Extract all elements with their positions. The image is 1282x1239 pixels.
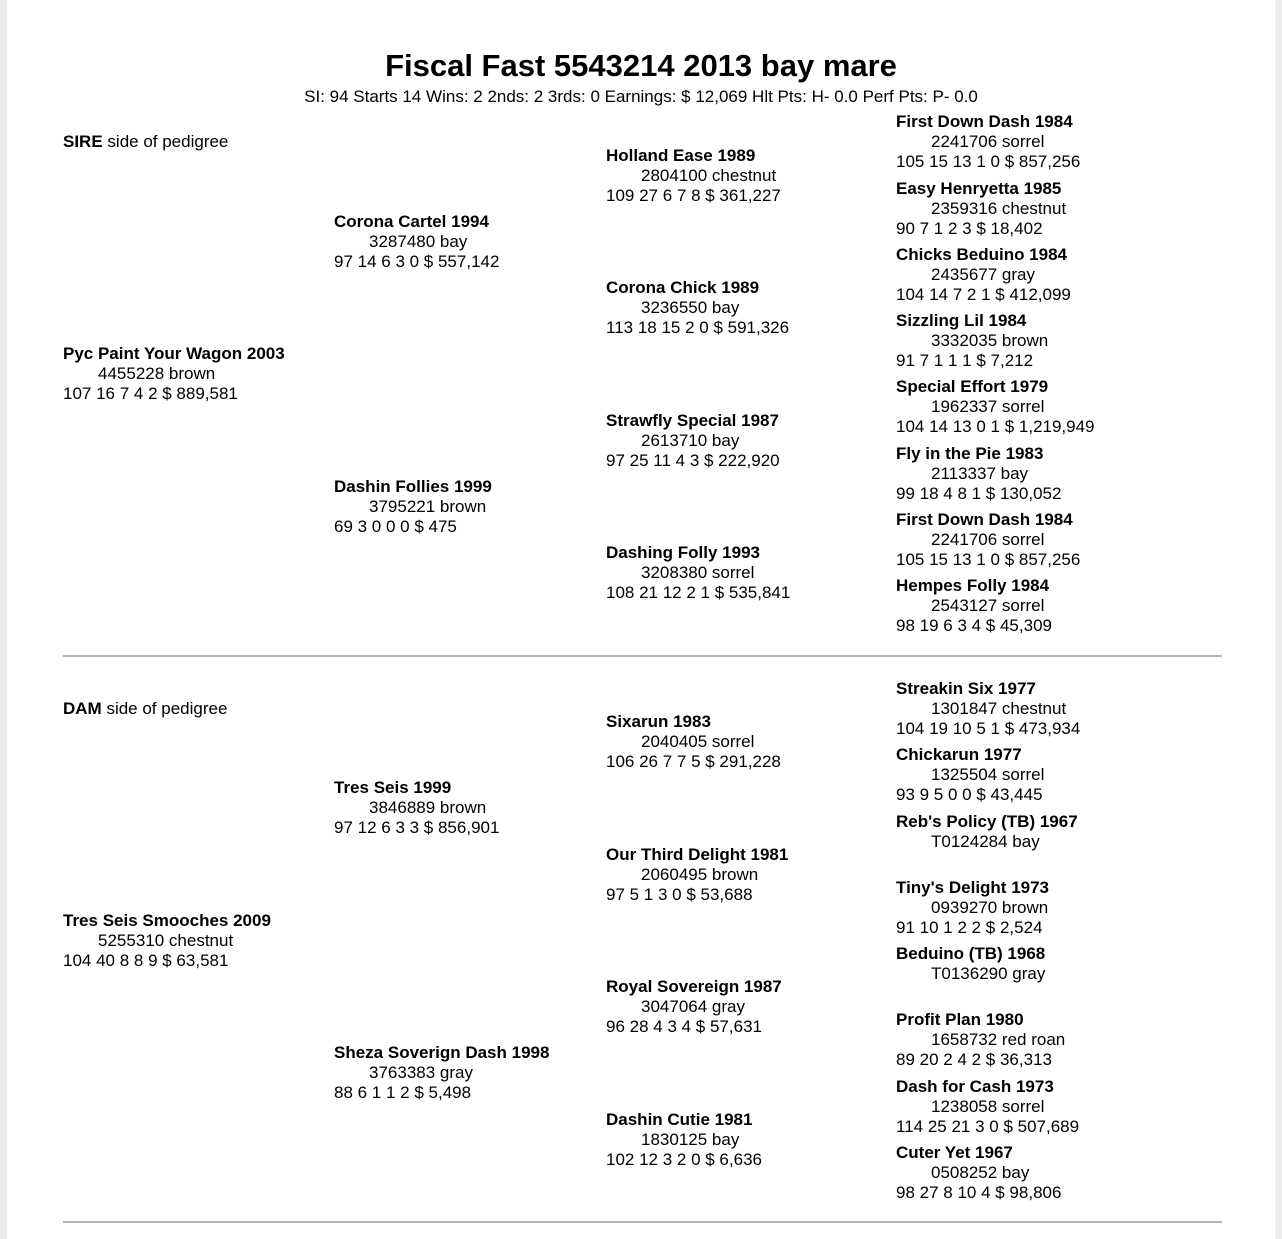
horse-name: Beduino (TB) 1968 xyxy=(896,944,1046,963)
horse-name: Dashin Follies 1999 xyxy=(334,477,492,496)
horse-name: Easy Henryetta 1985 xyxy=(896,179,1062,198)
horse-record: 90 7 1 2 3 $ 18,402 xyxy=(896,219,1043,238)
horse-registration: 3047064 gray xyxy=(641,997,745,1016)
horse-name: First Down Dash 1984 xyxy=(896,112,1073,131)
horse-record: 88 6 1 1 2 $ 5,498 xyxy=(334,1083,472,1102)
horse-record: 98 27 8 10 4 $ 98,806 xyxy=(896,1183,1062,1202)
horse-registration: 2435677 gray xyxy=(931,265,1035,284)
pedigree-gen4-2 xyxy=(896,179,1066,239)
horse-record: 99 18 4 8 1 $ 130,052 xyxy=(896,484,1062,503)
horse-name: Dashin Cutie 1981 xyxy=(606,1110,753,1129)
horse-name: Dashing Folly 1993 xyxy=(606,543,760,562)
horse-registration: 5255310 chestnut xyxy=(98,931,234,950)
horse-registration: 0939270 brown xyxy=(931,898,1049,917)
horse-record: 104 14 7 2 1 $ 412,099 xyxy=(896,285,1071,304)
horse-name: Chicks Beduino 1984 xyxy=(896,245,1068,264)
pedigree-sire-sire xyxy=(334,212,499,272)
horse-registration: 0508252 bay xyxy=(931,1163,1030,1182)
page-title: Fiscal Fast 5543214 2013 bay mare xyxy=(385,48,897,83)
horse-name: Special Effort 1979 xyxy=(896,377,1049,396)
horse-name: Sheza Soverign Dash 1998 xyxy=(334,1043,550,1062)
pedigree-gen4-16 xyxy=(896,1143,1061,1203)
horse-registration: 3287480 bay xyxy=(369,232,468,251)
pedigree-gen4-15 xyxy=(896,1077,1079,1137)
horse-name: Tres Seis Smooches 2009 xyxy=(63,911,271,930)
horse-name: First Down Dash 1984 xyxy=(896,510,1073,529)
horse-record: 104 19 10 5 1 $ 473,934 xyxy=(896,719,1081,738)
horse-name: Reb's Policy (TB) 1967 xyxy=(896,812,1078,831)
horse-record: 104 14 13 0 1 $ 1,219,949 xyxy=(896,417,1095,436)
horse-record: 107 16 7 4 2 $ 889,581 xyxy=(63,384,238,403)
horse-record: 97 5 1 3 0 $ 53,688 xyxy=(606,885,753,904)
horse-name: Tiny's Delight 1973 xyxy=(896,878,1050,897)
pedigree-gen3-8 xyxy=(606,1110,762,1170)
horse-name: Dash for Cash 1973 xyxy=(896,1077,1054,1096)
horse-registration: 2359316 chestnut xyxy=(931,199,1067,218)
horse-registration: T0124284 bay xyxy=(931,832,1040,851)
horse-name: Chickarun 1977 xyxy=(896,745,1022,764)
horse-registration: T0136290 gray xyxy=(931,964,1046,983)
horse-record: 89 20 2 4 2 $ 36,313 xyxy=(896,1050,1052,1069)
horse-registration: 4455228 brown xyxy=(98,364,216,383)
horse-registration: 1962337 sorrel xyxy=(931,397,1045,416)
pedigree-gen3-4 xyxy=(606,543,790,603)
pedigree-gen4-12 xyxy=(896,878,1049,938)
pedigree-gen4-5 xyxy=(896,377,1095,437)
performance-stats: SI: 94 Starts 14 Wins: 2 2nds: 2 3rds: 0 Earnings: $ 12,069 Hlt Pts: H- 0.0 Perf Pts: P- 0.0 xyxy=(304,87,978,106)
sire-side-label-bold: SIRE xyxy=(63,132,103,151)
horse-record: 105 15 13 1 0 $ 857,256 xyxy=(896,152,1081,171)
horse-name: Sizzling Lil 1984 xyxy=(896,311,1027,330)
pedigree-gen3-2 xyxy=(606,278,789,338)
horse-registration: 2241706 sorrel xyxy=(931,530,1045,549)
pedigree-gen3-1 xyxy=(606,146,781,206)
horse-record: 106 26 7 7 5 $ 291,228 xyxy=(606,752,781,771)
horse-record: 108 21 12 2 1 $ 535,841 xyxy=(606,583,791,602)
horse-registration: 2060495 brown xyxy=(641,865,759,884)
dam-side-label-rest: side of pedigree xyxy=(101,699,228,718)
pedigree-gen4-3 xyxy=(896,245,1071,305)
pedigree-gen4-8 xyxy=(896,576,1052,636)
dam-side-label-bold: DAM xyxy=(63,699,102,718)
pedigree-gen4-6 xyxy=(896,444,1061,504)
horse-record: 93 9 5 0 0 $ 43,445 xyxy=(896,785,1043,804)
horse-name: Tres Seis 1999 xyxy=(334,778,452,797)
horse-record: 97 14 6 3 0 $ 557,142 xyxy=(334,252,500,271)
pedigree-gen3-5 xyxy=(606,712,781,772)
horse-registration: 3795221 brown xyxy=(369,497,487,516)
horse-name: Our Third Delight 1981 xyxy=(606,845,789,864)
pedigree-dam-dam xyxy=(334,1043,549,1103)
horse-name: Sixarun 1983 xyxy=(606,712,711,731)
horse-registration: 1301847 chestnut xyxy=(931,699,1067,718)
pedigree-gen4-7 xyxy=(896,510,1080,570)
pedigree-gen3-6 xyxy=(606,845,788,905)
page-frame-left xyxy=(0,0,7,1239)
horse-record: 113 18 15 2 0 $ 591,326 xyxy=(606,318,790,337)
horse-record: 109 27 6 7 8 $ 361,227 xyxy=(606,186,781,205)
horse-registration: 2543127 sorrel xyxy=(931,596,1045,615)
horse-registration: 2241706 sorrel xyxy=(931,132,1045,151)
sire-side-label-rest: side of pedigree xyxy=(102,132,229,151)
pedigree-gen3-3 xyxy=(606,411,780,471)
horse-record: 97 12 6 3 3 $ 856,901 xyxy=(334,818,500,837)
pedigree-gen4-11 xyxy=(896,812,1078,852)
horse-registration: 3236550 bay xyxy=(641,298,740,317)
horse-record: 104 40 8 8 9 $ 63,581 xyxy=(63,951,229,970)
horse-record: 102 12 3 2 0 $ 6,636 xyxy=(606,1150,762,1169)
horse-registration: 3846889 brown xyxy=(369,798,487,817)
horse-name: Profit Plan 1980 xyxy=(896,1010,1024,1029)
horse-record: 69 3 0 0 0 $ 475 xyxy=(334,517,457,536)
horse-name: Corona Chick 1989 xyxy=(606,278,760,297)
horse-name: Cuter Yet 1967 xyxy=(896,1143,1013,1162)
horse-record: 105 15 13 1 0 $ 857,256 xyxy=(896,550,1081,569)
horse-registration: 2613710 bay xyxy=(641,431,740,450)
horse-name: Fly in the Pie 1983 xyxy=(896,444,1044,463)
horse-name: Streakin Six 1977 xyxy=(896,679,1036,698)
pedigree-dam-sire xyxy=(334,778,499,838)
pedigree-gen3-7 xyxy=(606,977,782,1037)
horse-registration: 3208380 sorrel xyxy=(641,563,755,582)
horse-registration: 3332035 brown xyxy=(931,331,1049,350)
horse-registration: 1238058 sorrel xyxy=(931,1097,1045,1116)
pedigree-gen4-13 xyxy=(896,944,1045,984)
horse-record: 96 28 4 3 4 $ 57,631 xyxy=(606,1017,762,1036)
pedigree-sire xyxy=(63,344,285,404)
horse-name: Royal Sovereign 1987 xyxy=(606,977,782,996)
horse-registration: 1658732 red roan xyxy=(931,1030,1066,1049)
horse-registration: 3763383 gray xyxy=(369,1063,473,1082)
horse-name: Pyc Paint Your Wagon 2003 xyxy=(63,344,285,363)
section-divider xyxy=(63,1221,1222,1223)
horse-registration: 2113337 bay xyxy=(931,464,1029,483)
pedigree-dam xyxy=(63,911,271,971)
pedigree-gen4-10 xyxy=(896,745,1044,805)
horse-name: Holland Ease 1989 xyxy=(606,146,756,165)
horse-record: 114 25 21 3 0 $ 507,689 xyxy=(896,1117,1080,1136)
horse-registration: 1325504 sorrel xyxy=(931,765,1045,784)
horse-registration: 1830125 bay xyxy=(641,1130,740,1149)
pedigree-gen4-1 xyxy=(896,112,1080,172)
sire-side-label xyxy=(63,132,228,152)
pedigree-gen4-14 xyxy=(896,1010,1065,1070)
horse-record: 91 10 1 2 2 $ 2,524 xyxy=(896,918,1043,937)
horse-record: 97 25 11 4 3 $ 222,920 xyxy=(606,451,780,470)
page-frame-right xyxy=(1275,0,1282,1239)
horse-name: Hempes Folly 1984 xyxy=(896,576,1050,595)
pedigree-sire-dam xyxy=(334,477,492,537)
dam-side-label xyxy=(63,699,227,719)
horse-record: 91 7 1 1 1 $ 7,212 xyxy=(896,351,1034,370)
section-divider xyxy=(63,655,1222,657)
horse-record: 98 19 6 3 4 $ 45,309 xyxy=(896,616,1052,635)
horse-name: Strawfly Special 1987 xyxy=(606,411,779,430)
pedigree-gen4-4 xyxy=(896,311,1048,371)
horse-name: Corona Cartel 1994 xyxy=(334,212,489,231)
horse-registration: 2040405 sorrel xyxy=(641,732,755,751)
horse-registration: 2804100 chestnut xyxy=(641,166,777,185)
pedigree-gen4-9 xyxy=(896,679,1080,739)
